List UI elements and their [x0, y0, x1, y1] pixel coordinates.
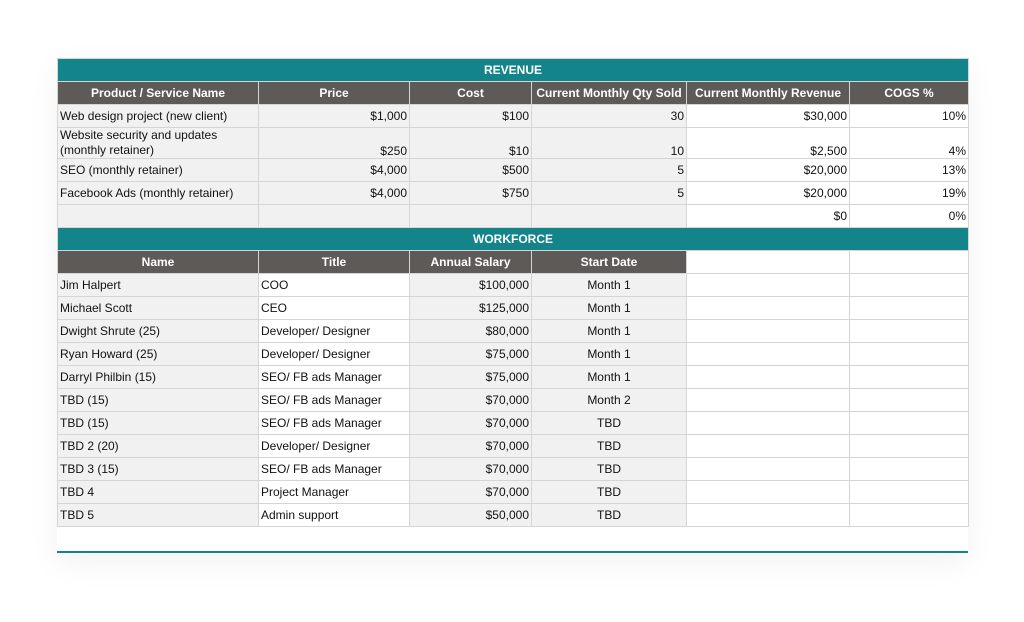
empty-cell[interactable] — [687, 366, 850, 389]
revenue-cell[interactable]: $2,500 — [687, 128, 850, 159]
salary-cell[interactable]: $70,000 — [410, 481, 532, 504]
revenue-row — [58, 205, 969, 228]
employee-title-cell[interactable]: SEO/ FB ads Manager — [259, 366, 410, 389]
start-date-cell[interactable]: Month 1 — [532, 320, 687, 343]
revenue-header-cost[interactable]: Cost — [410, 82, 532, 105]
empty-cell[interactable] — [687, 481, 850, 504]
product-name-cell[interactable]: SEO (monthly retainer) — [58, 159, 259, 182]
salary-cell[interactable]: $70,000 — [410, 435, 532, 458]
revenue-row — [58, 182, 969, 205]
workforce-header-row — [58, 251, 969, 274]
salary-cell[interactable]: $125,000 — [410, 297, 532, 320]
cost-cell[interactable]: $10 — [410, 128, 532, 159]
revenue-row — [58, 128, 969, 159]
workforce-row — [58, 481, 969, 504]
cogs-cell[interactable]: 0% — [850, 205, 969, 228]
qty-cell[interactable]: 10 — [532, 128, 687, 159]
employee-name-cell[interactable]: TBD 2 (20) — [58, 435, 259, 458]
employee-name-cell[interactable]: Ryan Howard (25) — [58, 343, 259, 366]
empty-cell[interactable] — [850, 366, 969, 389]
employee-name-cell[interactable]: TBD 5 — [58, 504, 259, 527]
empty-cell[interactable] — [850, 343, 969, 366]
empty-cell[interactable] — [850, 435, 969, 458]
revenue-header-revenue[interactable]: Current Monthly Revenue — [687, 82, 850, 105]
qty-cell[interactable]: 30 — [532, 105, 687, 128]
empty-cell[interactable] — [850, 320, 969, 343]
salary-cell[interactable]: $70,000 — [410, 458, 532, 481]
cost-cell[interactable]: $100 — [410, 105, 532, 128]
workforce-header-start[interactable]: Start Date — [532, 251, 687, 274]
workforce-row — [58, 504, 969, 527]
salary-cell[interactable]: $70,000 — [410, 389, 532, 412]
start-date-cell[interactable]: TBD — [532, 412, 687, 435]
salary-cell[interactable]: $100,000 — [410, 274, 532, 297]
empty-cell[interactable] — [850, 389, 969, 412]
empty-cell[interactable] — [850, 412, 969, 435]
product-name-cell[interactable] — [58, 205, 259, 228]
revenue-header-cogs[interactable]: COGS % — [850, 82, 969, 105]
cost-cell[interactable]: $500 — [410, 159, 532, 182]
price-cell[interactable] — [259, 205, 410, 228]
empty-cell[interactable] — [850, 458, 969, 481]
revenue-row — [58, 159, 969, 182]
salary-cell[interactable]: $75,000 — [410, 343, 532, 366]
salary-cell[interactable]: $70,000 — [410, 412, 532, 435]
revenue-cell[interactable]: $20,000 — [687, 182, 850, 205]
employee-name-cell[interactable]: Darryl Philbin (15) — [58, 366, 259, 389]
empty-cell[interactable] — [687, 435, 850, 458]
start-date-cell[interactable]: TBD — [532, 481, 687, 504]
start-date-cell[interactable]: TBD — [532, 458, 687, 481]
start-date-cell[interactable]: Month 2 — [532, 389, 687, 412]
empty-cell[interactable] — [687, 343, 850, 366]
workforce-header-salary[interactable]: Annual Salary — [410, 251, 532, 274]
cost-cell[interactable]: $750 — [410, 182, 532, 205]
workforce-row — [58, 343, 969, 366]
workforce-row — [58, 389, 969, 412]
empty-cell[interactable] — [850, 481, 969, 504]
empty-cell[interactable] — [687, 458, 850, 481]
cogs-cell[interactable]: 10% — [850, 105, 969, 128]
salary-cell[interactable]: $80,000 — [410, 320, 532, 343]
product-name-cell[interactable]: Website security and updates (monthly retainer) — [58, 128, 259, 159]
start-date-cell[interactable]: Month 1 — [532, 297, 687, 320]
employee-title-cell[interactable]: SEO/ FB ads Manager — [259, 458, 410, 481]
workforce-row — [58, 435, 969, 458]
workforce-row — [58, 458, 969, 481]
salary-cell[interactable]: $75,000 — [410, 366, 532, 389]
qty-cell[interactable]: 5 — [532, 159, 687, 182]
employee-title-cell[interactable]: Admin support — [259, 504, 410, 527]
workforce-row — [58, 320, 969, 343]
cogs-cell[interactable]: 19% — [850, 182, 969, 205]
cogs-cell[interactable]: 4% — [850, 128, 969, 159]
start-date-cell[interactable]: TBD — [532, 504, 687, 527]
cost-cell[interactable] — [410, 205, 532, 228]
product-name-cell[interactable]: Web design project (new client) — [58, 105, 259, 128]
revenue-cell[interactable]: $0 — [687, 205, 850, 228]
employee-name-cell[interactable]: TBD 3 (15) — [58, 458, 259, 481]
employee-name-cell[interactable]: TBD (15) — [58, 412, 259, 435]
spreadsheet — [57, 58, 968, 552]
workforce-row — [58, 366, 969, 389]
empty-cell[interactable] — [850, 504, 969, 527]
empty-cell[interactable] — [687, 412, 850, 435]
revenue-header-product[interactable]: Product / Service Name — [58, 82, 259, 105]
empty-cell[interactable] — [850, 297, 969, 320]
empty-header-cell[interactable] — [687, 251, 850, 274]
qty-cell[interactable] — [532, 205, 687, 228]
employee-title-cell[interactable]: Developer/ Designer — [259, 435, 410, 458]
employee-name-cell[interactable]: TBD 4 — [58, 481, 259, 504]
employee-name-cell[interactable]: Jim Halpert — [58, 274, 259, 297]
workforce-section-title[interactable]: WORKFORCE — [58, 228, 969, 251]
price-cell[interactable]: $4,000 — [259, 159, 410, 182]
product-name-cell[interactable]: Facebook Ads (monthly retainer) — [58, 182, 259, 205]
employee-title-cell[interactable]: Developer/ Designer — [259, 320, 410, 343]
empty-cell[interactable] — [687, 274, 850, 297]
revenue-cell[interactable]: $20,000 — [687, 159, 850, 182]
start-date-cell[interactable]: Month 1 — [532, 366, 687, 389]
start-date-cell[interactable]: TBD — [532, 435, 687, 458]
empty-cell[interactable] — [687, 504, 850, 527]
workforce-row — [58, 412, 969, 435]
employee-title-cell[interactable]: SEO/ FB ads Manager — [259, 412, 410, 435]
cogs-cell[interactable]: 13% — [850, 159, 969, 182]
workforce-header-name[interactable]: Name — [58, 251, 259, 274]
revenue-section-title[interactable]: REVENUE — [58, 59, 969, 82]
start-date-cell[interactable]: Month 1 — [532, 343, 687, 366]
employee-name-cell[interactable]: Dwight Shrute (25) — [58, 320, 259, 343]
revenue-header-qty[interactable]: Current Monthly Qty Sold — [532, 82, 687, 105]
empty-cell[interactable] — [687, 297, 850, 320]
workforce-header-title[interactable]: Title — [259, 251, 410, 274]
employee-title-cell[interactable]: COO — [259, 274, 410, 297]
revenue-header-price[interactable]: Price — [259, 82, 410, 105]
empty-cell[interactable] — [850, 274, 969, 297]
employee-name-cell[interactable]: TBD (15) — [58, 389, 259, 412]
salary-cell[interactable]: $50,000 — [410, 504, 532, 527]
revenue-row — [58, 105, 969, 128]
workforce-section-row — [58, 228, 969, 251]
empty-header-cell[interactable] — [850, 251, 969, 274]
revenue-section-row — [58, 59, 969, 82]
qty-cell[interactable]: 5 — [532, 182, 687, 205]
price-cell[interactable]: $4,000 — [259, 182, 410, 205]
employee-title-cell[interactable]: Developer/ Designer — [259, 343, 410, 366]
workforce-row — [58, 297, 969, 320]
employee-title-cell[interactable]: CEO — [259, 297, 410, 320]
spreadsheet-grid — [57, 58, 969, 527]
empty-cell[interactable] — [687, 320, 850, 343]
revenue-cell[interactable]: $30,000 — [687, 105, 850, 128]
empty-cell[interactable] — [687, 389, 850, 412]
bottom-accent-rule — [57, 551, 968, 553]
employee-title-cell[interactable]: Project Manager — [259, 481, 410, 504]
price-cell[interactable]: $250 — [259, 128, 410, 159]
revenue-header-row — [58, 82, 969, 105]
start-date-cell[interactable]: Month 1 — [532, 274, 687, 297]
price-cell[interactable]: $1,000 — [259, 105, 410, 128]
employee-name-cell[interactable]: Michael Scott — [58, 297, 259, 320]
workforce-row — [58, 274, 969, 297]
employee-title-cell[interactable]: SEO/ FB ads Manager — [259, 389, 410, 412]
